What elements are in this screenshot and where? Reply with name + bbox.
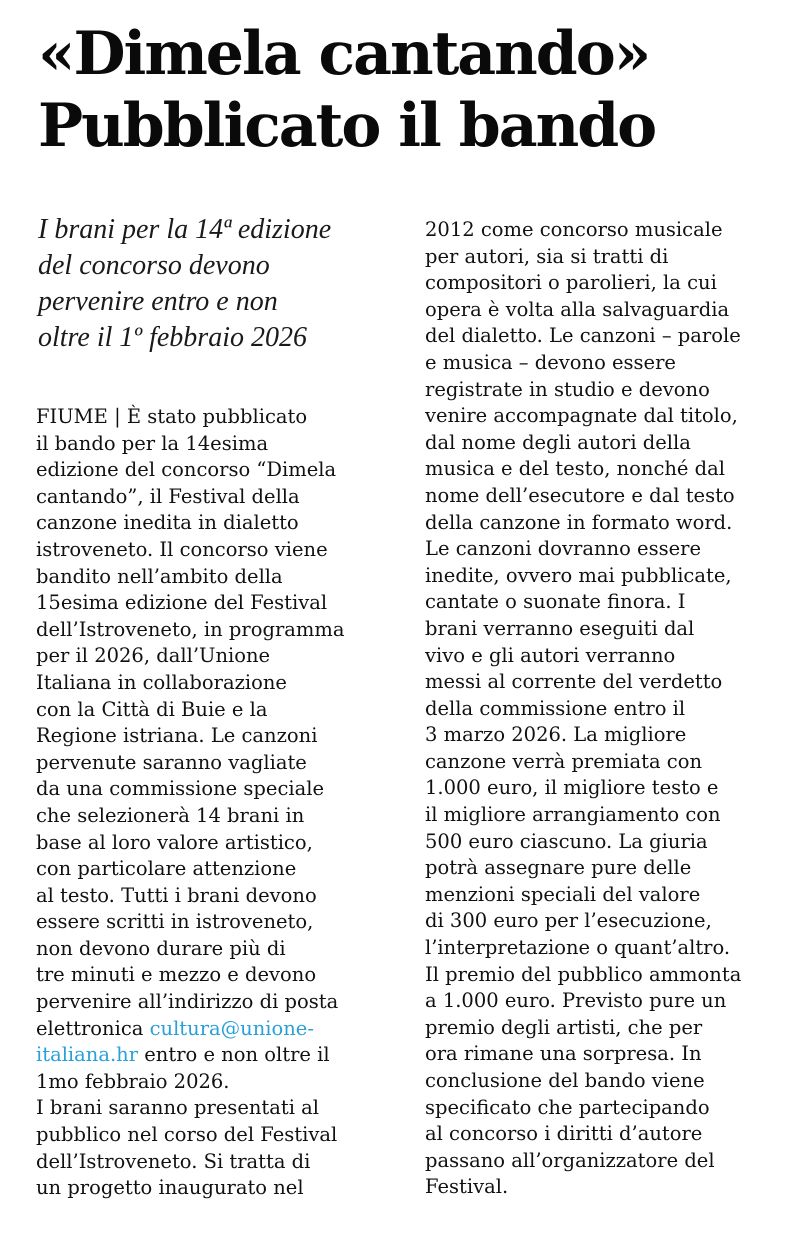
body-line: edizione del concorso “Dimela (36, 458, 337, 482)
body-line: 3 marzo 2026. La migliore (425, 723, 687, 747)
body-line: per autori, sia si tratti di (425, 244, 669, 268)
body-line: pubblico nel corso del Festival (36, 1123, 338, 1147)
body-column-right (425, 217, 785, 1201)
body-line: specificato che partecipando (425, 1095, 710, 1119)
body-line: menzioni speciali del valore (425, 882, 701, 906)
email-suffix: entro e non oltre il (138, 1043, 330, 1067)
body-line: Le canzoni dovranno essere (425, 537, 701, 561)
body-line: bandito nell’ambito della (36, 564, 283, 588)
subtitle-line: I brani per la 14ª edizione (38, 214, 332, 245)
headline-line: Pubblicato il bando (38, 91, 656, 161)
body-line: da una commissione speciale (36, 777, 325, 801)
body-line: premio degli artisti, che per (425, 1015, 703, 1039)
body-line: della canzone in formato word. (425, 510, 733, 534)
body-line: potrà assegnare pure delle (425, 856, 692, 880)
body-line: pervenute saranno vagliate (36, 750, 307, 774)
body-line: istroveneto. Il concorso viene (36, 537, 328, 561)
body-line: e musica – devono essere (425, 350, 676, 374)
body-line: Il premio del pubblico ammonta (425, 962, 742, 986)
email-link[interactable]: cultura@unione- (149, 1016, 314, 1040)
body-line: I brani saranno presentati al (36, 1096, 320, 1120)
body-line: dell’Istroveneto, in programma (36, 617, 345, 641)
body-line: che selezionerà 14 brani in (36, 803, 305, 827)
body-line: Regione istriana. Le canzoni (36, 724, 318, 748)
article-subtitle (38, 212, 398, 356)
body-line: il bando per la 14esima (36, 431, 269, 455)
body-line: Italiana in collaborazione (36, 670, 287, 694)
article-headline (38, 18, 798, 162)
body-line: 2012 come concorso musicale (425, 218, 723, 241)
headline-line: «Dimela cantando» (38, 19, 650, 89)
body-line: un progetto inaugurato nel (36, 1176, 304, 1200)
body-line: Festival. (425, 1175, 509, 1199)
body-line-email (36, 1042, 386, 1069)
body-line: vivo e gli autori verranno (425, 643, 676, 667)
body-line: il migliore arrangiamento con (425, 803, 721, 827)
body-line: del dialetto. Le canzoni – parole (425, 324, 741, 348)
body-line: venire accompagnate dal titolo, (425, 404, 738, 428)
body-line: canzone verrà premiata con (425, 749, 703, 773)
body-line: di 300 euro per l’esecuzione, (425, 909, 712, 933)
body-line: musica e del testo, nonché dal (425, 457, 726, 481)
body-line: brani verranno eseguiti dal (425, 616, 695, 640)
body-line: nome dell’esecutore e dal testo (425, 483, 735, 507)
email-link-continued[interactable]: italiana.hr (36, 1043, 139, 1067)
body-line: dell’Istroveneto. Si tratta di (36, 1149, 311, 1173)
subtitle-line: pervenire entro e non (38, 286, 278, 317)
body-line: con particolare attenzione (36, 857, 297, 881)
body-line: inedite, ovvero mai pubblicate, (425, 563, 732, 587)
body-line: compositori o parolieri, la cui (425, 271, 717, 295)
body-line: ora rimane una sorpresa. In (425, 1042, 702, 1066)
body-line: canzone inedita in dialetto (36, 511, 299, 535)
body-line: dal nome degli autori della (425, 430, 691, 454)
body-line: base al loro valore artistico, (36, 830, 313, 854)
body-line: cantando”, il Festival della (36, 484, 300, 508)
body-line: cantate o suonate finora. I (425, 590, 686, 614)
body-line-email (36, 1016, 386, 1043)
email-prefix: elettronica (36, 1016, 150, 1040)
body-line: pervenire all’indirizzo di posta (36, 990, 339, 1014)
body-column-left (36, 404, 386, 1202)
body-line: opera è volta alla salvaguardia (425, 297, 730, 321)
body-line: tre minuti e mezzo e devono (36, 963, 317, 987)
body-line: 1mo febbraio 2026. (36, 1069, 230, 1093)
body-line: 1.000 euro, il migliore testo e (425, 776, 719, 800)
body-line: al concorso i diritti d’autore (425, 1122, 703, 1146)
body-line: al testo. Tutti i brani devono (36, 883, 317, 907)
body-line: con la Città di Buie e la (36, 697, 268, 721)
body-line: non devono durare più di (36, 936, 286, 960)
body-line: messi al corrente del verdetto (425, 670, 723, 694)
body-line: per il 2026, dall’Unione (36, 644, 271, 668)
subtitle-line: del concorso devono (38, 250, 270, 281)
body-line: FIUME | È stato pubblicato (36, 405, 308, 428)
body-line: a 1.000 euro. Previsto pure un (425, 989, 727, 1013)
body-line: conclusione del bando viene (425, 1069, 705, 1092)
body-line: passano all’organizzatore del (425, 1148, 715, 1172)
body-line: 500 euro ciascuno. La giuria (425, 829, 708, 853)
body-line: registrate in studio e devono (425, 377, 710, 401)
subtitle-line: oltre il 1º febbraio 2026 (38, 322, 307, 353)
body-line: essere scritti in istroveneto, (36, 910, 314, 934)
body-line: della commissione entro il (425, 696, 686, 720)
body-line: l’interpretazione o quant’altro. (425, 936, 731, 960)
body-line: 15esima edizione del Festival (36, 591, 328, 615)
